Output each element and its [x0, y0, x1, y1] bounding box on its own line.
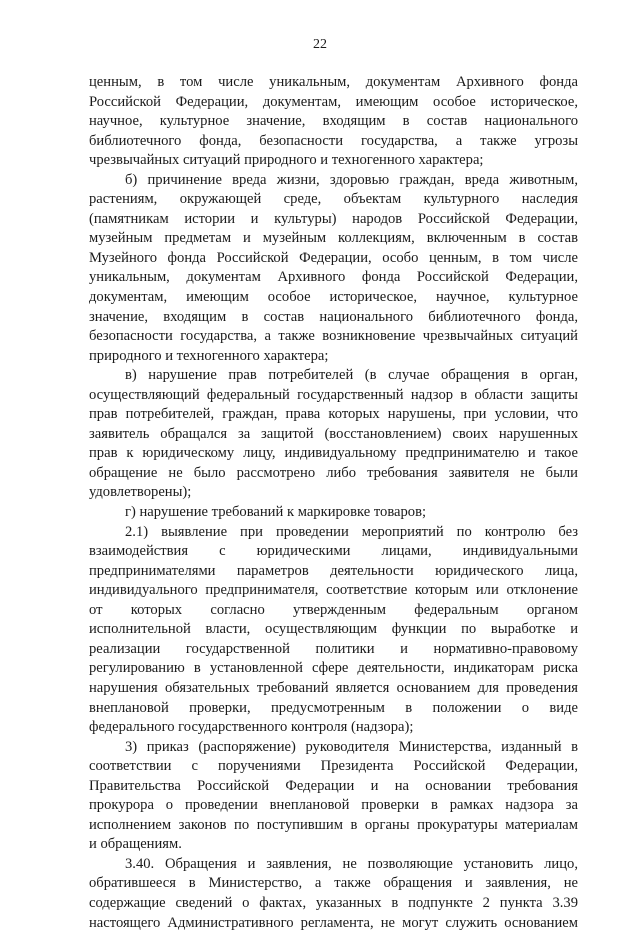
page-number: 22: [313, 37, 327, 52]
text-line: прав потребителей, граждан, права которых нарушены, при условии, что: [89, 406, 578, 423]
text-line: уникальным, документам Архивного фонда Российской Федерации,: [89, 269, 578, 286]
text-line: соответствии с поручениями Президента Российской Федерации,: [89, 758, 578, 775]
text-line: федерального государственного контроля (надзора);: [89, 719, 414, 736]
text-line: осуществляющий федеральный государственный надзор в области защиты: [89, 386, 578, 403]
text-line: исполнительной власти, осуществляющим функции по выработке и: [89, 621, 578, 638]
text-line: настоящего Административного регламента, не могут служить основанием: [89, 914, 578, 931]
text-line: внеплановой проверки, предусмотренным в положении о виде: [89, 699, 578, 716]
text-line: 3.40. Обращения и заявления, не позволяющие установить лицо,: [125, 855, 578, 872]
text-line: научное, культурное значение, входящим в состав национального: [89, 113, 578, 130]
text-line: Правительства Российской Федерации и на основании требования: [89, 777, 578, 794]
text-line: обратившееся в Министерство, а также обращения и заявления, не: [89, 875, 578, 892]
text-line: предпринимателями параметров деятельности юридического лица,: [89, 562, 578, 579]
paragraph: [89, 523, 578, 738]
text-line: растениям, окружающей среде, объектам культурного наследия: [89, 191, 578, 208]
paragraph: [89, 73, 578, 171]
text-line: содержащие сведений о фактах, указанных в подпункте 2 пункта 3.39: [89, 894, 578, 911]
text-line: исполнением законов по поступившим в органы прокуратуры материалам: [89, 816, 578, 833]
text-line: (памятникам истории и культуры) народов Российской Федерации,: [89, 210, 578, 227]
paragraph: [89, 855, 578, 933]
text-line: обращение не было рассмотрено либо требования заявителя не были: [89, 464, 578, 481]
text-line: б) причинение вреда жизни, здоровью граждан, вреда животным,: [125, 171, 578, 188]
paragraph: [89, 503, 578, 523]
text-line: прав к юридическому лицу, индивидуальному предпринимателю и такое: [89, 445, 578, 462]
text-line: от которых согласно утвержденным федеральным органом: [89, 601, 578, 618]
text-line: взаимодействия с юридическими лицами, индивидуальными: [89, 543, 578, 560]
text-line: в) нарушение прав потребителей (в случае обращения в орган,: [125, 367, 578, 384]
text-line: г) нарушение требований к маркировке товаров;: [125, 504, 427, 521]
text-line: 2.1) выявление при проведении мероприятий по контролю без: [125, 523, 578, 540]
text-line: регулированию в установленной сфере деятельности, индикаторам риска: [89, 660, 578, 677]
text-line: реализации государственной политики и нормативно-правовому: [89, 640, 578, 657]
document-body: [89, 73, 578, 933]
text-line: музейным предметам и музейным коллекциям, включенным в состав: [89, 230, 578, 247]
text-line: и обращениям.: [89, 836, 182, 853]
text-line: индивидуального предпринимателя, соответствие которым или отклонение: [89, 582, 578, 599]
text-line: 3) приказ (распоряжение) руководителя Министерства, изданный в: [125, 738, 578, 755]
text-line: Российской Федерации, документам, имеющим особое историческое,: [89, 93, 578, 110]
text-line: нарушения обязательных требований является основанием для проведения: [89, 679, 578, 696]
text-line: Музейного фонда Российской Федерации, особо ценным, в том числе: [89, 249, 578, 266]
text-line: прокурора о проведении внеплановой проверки в рамках надзора за: [89, 797, 578, 814]
text-line: чрезвычайных ситуаций природного и техногенного характера;: [89, 152, 484, 169]
paragraph: [89, 366, 578, 503]
text-line: заявитель обращался за защитой (восстановлением) своих нарушенных: [89, 425, 578, 442]
paragraph: [89, 738, 578, 855]
text-line: ценным, в том числе уникальным, документам Архивного фонда: [89, 74, 578, 90]
text-line: природного и техногенного характера;: [89, 347, 329, 364]
paragraph: [89, 171, 578, 366]
text-line: удовлетворены);: [89, 484, 192, 501]
text-line: безопасности государства, а также возникновение чрезвычайных ситуаций: [89, 328, 578, 345]
text-line: значение, входящим в состав национального библиотечного фонда,: [89, 308, 578, 325]
text-line: библиотечного фонда, безопасности государства, а также угрозы: [89, 132, 578, 149]
text-line: документам, имеющим особое историческое, научное, культурное: [89, 289, 578, 306]
